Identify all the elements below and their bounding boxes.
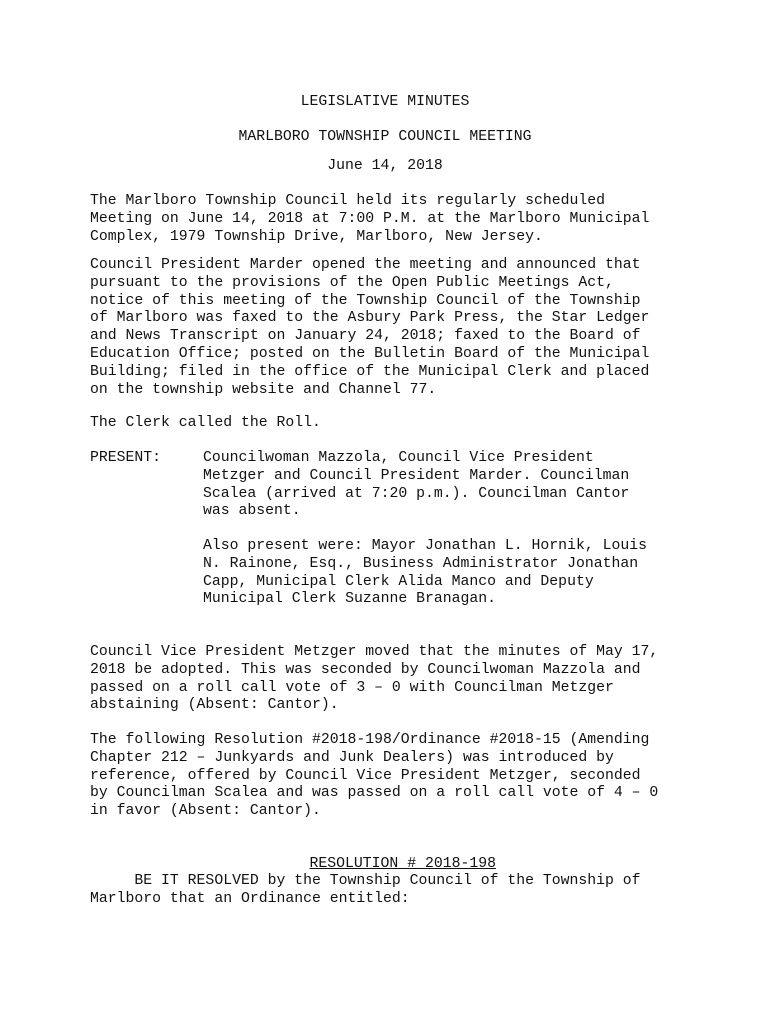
text-line: Councilwoman Mazzola, Council Vice President <box>203 450 594 466</box>
text-line: Education Office; posted on the Bulletin Board of the Municipal <box>90 345 650 362</box>
text-line: in favor (Absent: Cantor). <box>90 803 321 820</box>
text-line: was absent. <box>203 503 301 520</box>
text-line: The Marlboro Township Council held its regularly scheduled <box>90 193 606 209</box>
text-line: Building; filed in the office of the Municipal Clerk and placed <box>90 363 650 380</box>
also-present <box>203 538 683 609</box>
meeting-name: MARLBORO TOWNSHIP COUNCIL MEETING <box>238 129 532 145</box>
text-line: Marlboro that an Ordinance entitled: <box>90 890 410 907</box>
text-line: on the township website and Channel 77. <box>90 381 437 398</box>
present-members <box>203 450 683 521</box>
opening-paragraph <box>90 193 690 246</box>
text-line: Chapter 212 – Junkyards and Junk Dealers) was introduced by <box>90 749 614 766</box>
document-title: LEGISLATIVE MINUTES <box>300 94 470 110</box>
minutes-approval-paragraph <box>90 644 690 715</box>
text-line: The following Resolution #2018-198/Ordinance #2018-15 (Amending <box>90 732 650 748</box>
text-line: Council President Marder opened the meeting and announced that <box>90 257 641 273</box>
text-line: N. Rainone, Esq., Business Administrator Jonathan <box>203 555 639 572</box>
meeting-date: June 14, 2018 <box>327 158 443 174</box>
text-line: Council Vice President Metzger moved that the minutes of May 17, <box>90 644 659 660</box>
text-line: of Marlboro was faxed to the Asbury Park Press, the Star Ledger <box>90 310 650 327</box>
text-line: passed on a roll call vote of 3 – 0 with Councilman Metzger <box>90 679 614 696</box>
text-line: pursuant to the provisions of the Open Public Meetings Act, <box>90 274 614 291</box>
text-line: Meeting on June 14, 2018 at 7:00 P.M. at the Marlboro Municipal <box>90 210 650 227</box>
text-line: Also present were: Mayor Jonathan L. Hornik, Louis <box>203 538 647 554</box>
present-label: PRESENT: <box>90 450 162 466</box>
resolution-heading-text: RESOLUTION # 2018-198 <box>309 856 496 872</box>
text-line: notice of this meeting of the Township Council of the Township <box>90 292 641 309</box>
text-line: Scalea (arrived at 7:20 p.m.). Councilman Cantor <box>203 485 630 502</box>
announcement-paragraph <box>90 257 690 399</box>
text-line: Metzger and Council President Marder. Councilman <box>203 467 630 484</box>
text-line: Complex, 1979 Township Drive, Marlboro, New Jersey. <box>90 228 543 245</box>
text-line: Municipal Clerk Suzanne Branagan. <box>203 591 497 608</box>
resolution-intro-paragraph <box>90 732 690 821</box>
text-line: reference, offered by Council Vice President Metzger, seconded <box>90 767 641 784</box>
roll-call-paragraph <box>90 415 690 433</box>
be-it-resolved-paragraph <box>90 873 690 909</box>
text-line: abstaining (Absent: Cantor). <box>90 697 339 714</box>
text-line: BE IT RESOLVED by the Township Council of the Township of <box>90 873 641 889</box>
text-line: and News Transcript on January 24, 2018; faxed to the Board of <box>90 328 641 345</box>
text-line: by Councilman Scalea and was passed on a roll call vote of 4 – 0 <box>90 785 659 802</box>
text-line: Capp, Municipal Clerk Alida Manco and Deputy <box>203 573 594 590</box>
text-line: 2018 be adopted. This was seconded by Councilwoman Mazzola and <box>90 661 641 678</box>
text-line: The Clerk called the Roll. <box>90 415 321 431</box>
